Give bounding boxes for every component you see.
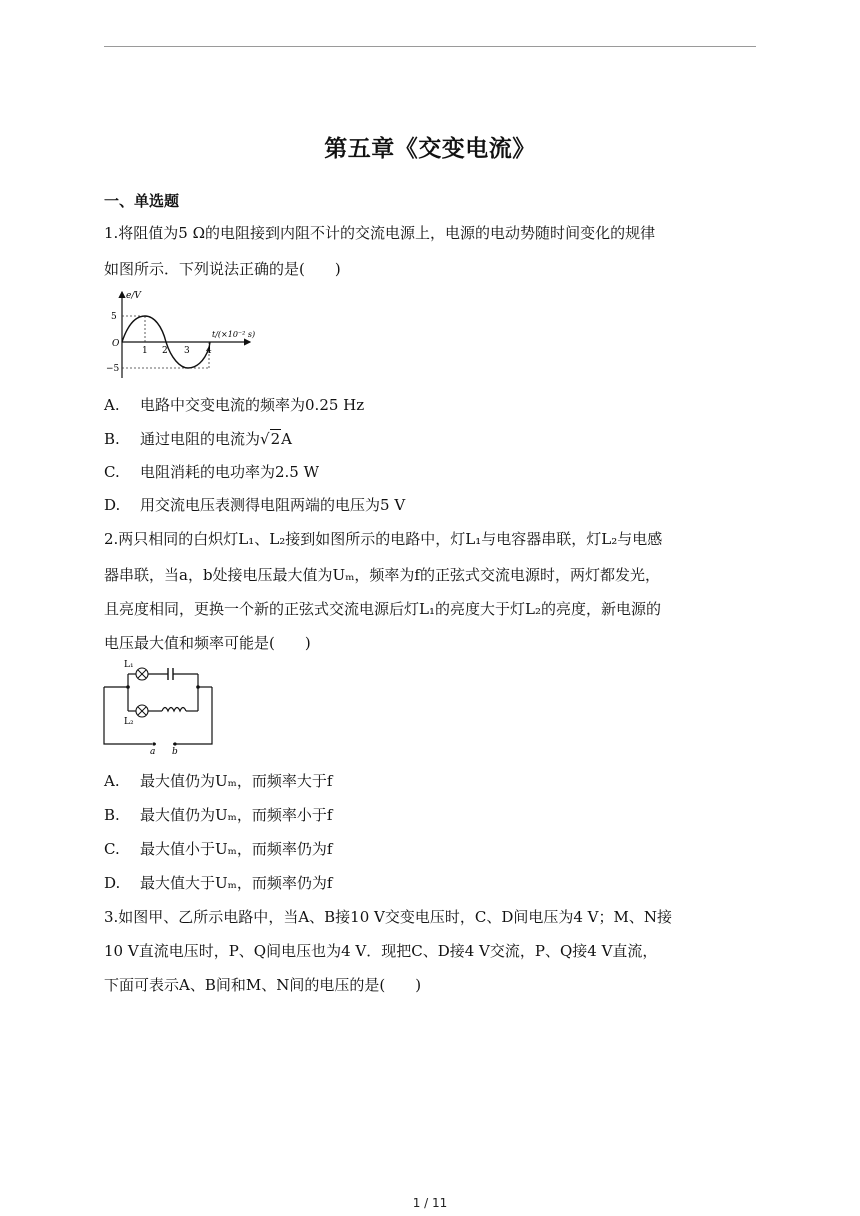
q2-circuit-diagram <box>100 656 220 756</box>
q1-graph-origin: O <box>112 339 120 349</box>
section-heading: 一、单选题 <box>104 192 180 210</box>
q3-line-2: 10 V直流电压时，P、Q间电压也为4 V．现把C、D接4 V交流，P、Q接4 V直流， <box>104 942 658 960</box>
circuit-label-l1: L₁ <box>124 660 134 670</box>
q3-line-3: 下面可表示A、B间和M、N间的电压的是( ) <box>104 976 422 994</box>
q2-line-4: 电压最大值和频率可能是( ) <box>104 634 311 652</box>
page-number: 1 / 11 <box>412 1196 448 1210</box>
q3-line-1: 3.如图甲、乙所示电路中，当A、B接10 V交变电压时，C、D间电压为4 V；M、N接 <box>104 908 672 926</box>
q1-graph-tick: 3 <box>184 346 190 356</box>
inductor-icon <box>162 708 186 712</box>
header-rule <box>104 46 756 47</box>
q2-line-2: 器串联，当a，b处接电压最大值为Uₘ，频率为f的正弦式交流电源时，两灯都发光， <box>104 566 660 584</box>
q2-option-b: B. 最大值仍为Uₘ，而频率小于f <box>104 806 333 824</box>
circuit-label-a: a <box>150 747 156 756</box>
q1-graph-ypos: 5 <box>111 312 117 322</box>
q1-line-1: 1.将阻值为5 Ω的电阻接到内阻不计的交流电源上，电源的电动势随时间变化的规律 <box>104 224 656 242</box>
q1-graph-tick: 2 <box>162 346 168 356</box>
q1-graph-tick: 4 <box>206 346 212 356</box>
q1-graph-ylabel: e/V <box>126 291 141 301</box>
q1-line-2: 如图所示．下列说法正确的是( ) <box>104 260 341 278</box>
q2-option-a: A. 最大值仍为Uₘ，而频率大于f <box>104 772 333 790</box>
q1-sine-graph <box>100 286 280 382</box>
q1-graph-tick: 1 <box>142 346 148 356</box>
q1-graph-yneg: −5 <box>106 364 120 374</box>
q2-line-1: 2.两只相同的白炽灯L₁、L₂接到如图所示的电路中，灯L₁与电容器串联，灯L₂与电感 <box>104 530 663 548</box>
q1-option-b: B. 通过电阻的电流为√2A <box>104 430 292 448</box>
circuit-label-l2: L₂ <box>124 717 134 727</box>
page-title: 第五章《交变电流》 <box>324 136 536 162</box>
q1-option-a: A. 电路中交变电流的频率为0.25 Hz <box>104 396 365 414</box>
circuit-label-b: b <box>172 747 178 756</box>
q1-option-c: C. 电阻消耗的电功率为2.5 W <box>104 463 320 481</box>
sqrt-symbol: √2 <box>260 430 281 448</box>
q2-option-d: D. 最大值大于Uₘ，而频率仍为f <box>104 874 333 892</box>
q1-graph-xlabel: t/(×10⁻² s) <box>212 330 256 339</box>
q2-option-c: C. 最大值小于Uₘ，而频率仍为f <box>104 840 333 858</box>
q1-option-d: D. 用交流电压表测得电阻两端的电压为5 V <box>104 496 406 514</box>
q2-line-3: 且亮度相同，更换一个新的正弦式交流电源后灯L₁的亮度大于灯L₂的亮度，新电源的 <box>104 600 661 618</box>
